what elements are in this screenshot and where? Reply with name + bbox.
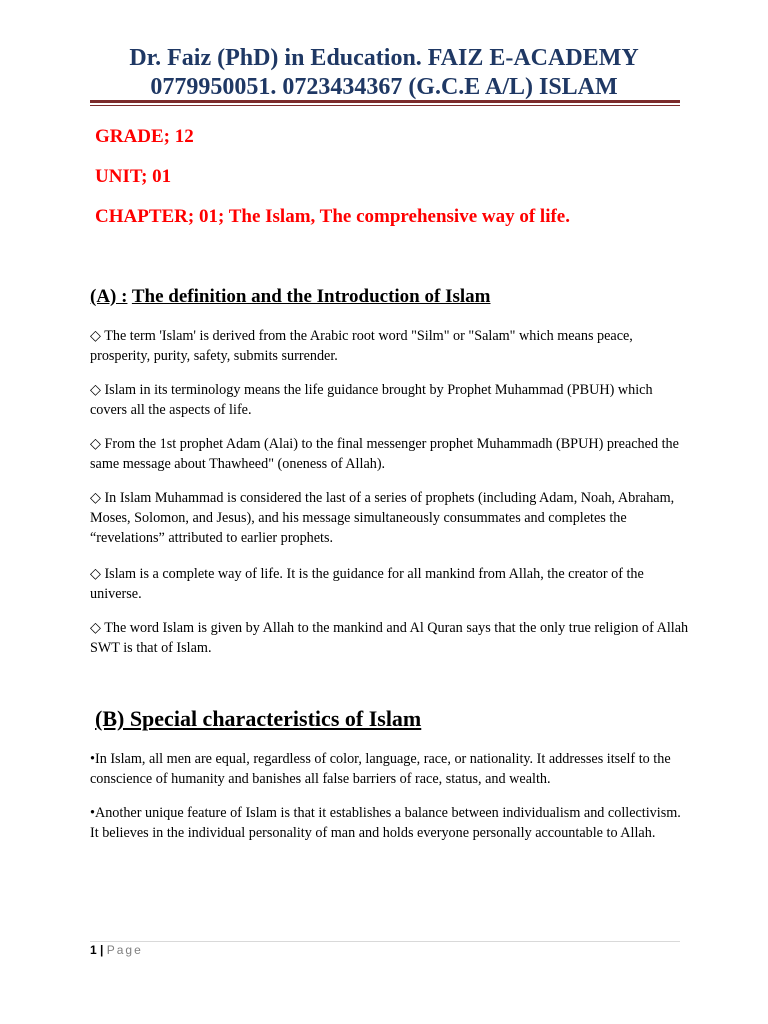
header-line-1: Dr. Faiz (PhD) in Education. FAIZ E-ACADEMY xyxy=(129,45,639,71)
footer-divider xyxy=(90,941,680,942)
grade-label: GRADE; 12 xyxy=(95,126,194,147)
section-a-label: (A) : xyxy=(90,286,128,307)
section-b-heading: (B) Special characteristics of Islam xyxy=(95,706,422,731)
page-footer xyxy=(90,943,143,957)
page-label: Page xyxy=(106,943,143,957)
section-a-paragraph: ◇ Islam in its terminology means the life guidance brought by Prophet Muhammad (PBUH) which covers all the aspects of life. xyxy=(90,382,653,418)
unit-label: UNIT; 01 xyxy=(95,166,172,187)
page-number: 1 xyxy=(90,943,97,957)
section-a-paragraph: ◇ The term 'Islam' is derived from the Arabic root word "Silm" or "Salam" which means peace, prosperity, purity, safety, submits surrender. xyxy=(90,328,633,364)
section-a-paragraph: ◇ From the 1st prophet Adam (Alai) to the final messenger prophet Muhammadh (BPUH) preached the same message about Thawheed" (oneness of Allah). xyxy=(90,436,679,472)
section-b-paragraph: •Another unique feature of Islam is that it establishes a balance between individualism and collectivism. It believes in the individual personality of man and holds everyone personally accountable to Allah. xyxy=(90,805,681,841)
header-line-2: 0779950051. 0723434367 (G.C.E A/L) ISLAM xyxy=(150,74,618,100)
section-a-title: The definition and the Introduction of Islam xyxy=(131,286,491,307)
document-header xyxy=(0,44,768,102)
section-a-heading xyxy=(90,286,490,308)
header-divider-thin xyxy=(90,105,680,106)
chapter-title: CHAPTER; 01; The Islam, The comprehensive way of life. xyxy=(95,206,570,227)
page-separator: | xyxy=(100,943,104,957)
section-a-paragraph: ◇ The word Islam is given by Allah to the mankind and Al Quran says that the only true religion of Allah SWT is that of Islam. xyxy=(90,620,689,656)
header-divider-thick xyxy=(90,100,680,103)
section-b-paragraph: •In Islam, all men are equal, regardless of color, language, race, or nationality. It addresses itself to the conscience of humanity and banishes all false barriers of race, status, and wealth. xyxy=(90,751,671,787)
section-a-paragraph: ◇ In Islam Muhammad is considered the last of a series of prophets (including Adam, Noah, Abraham, Moses, Solomon, and Jesus), and his message simultaneously consummates and completes the “revelations” attributed to earlier prophets. xyxy=(90,490,675,546)
section-a-paragraph: ◇ Islam is a complete way of life. It is the guidance for all mankind from Allah, the creator of the universe. xyxy=(90,566,644,602)
